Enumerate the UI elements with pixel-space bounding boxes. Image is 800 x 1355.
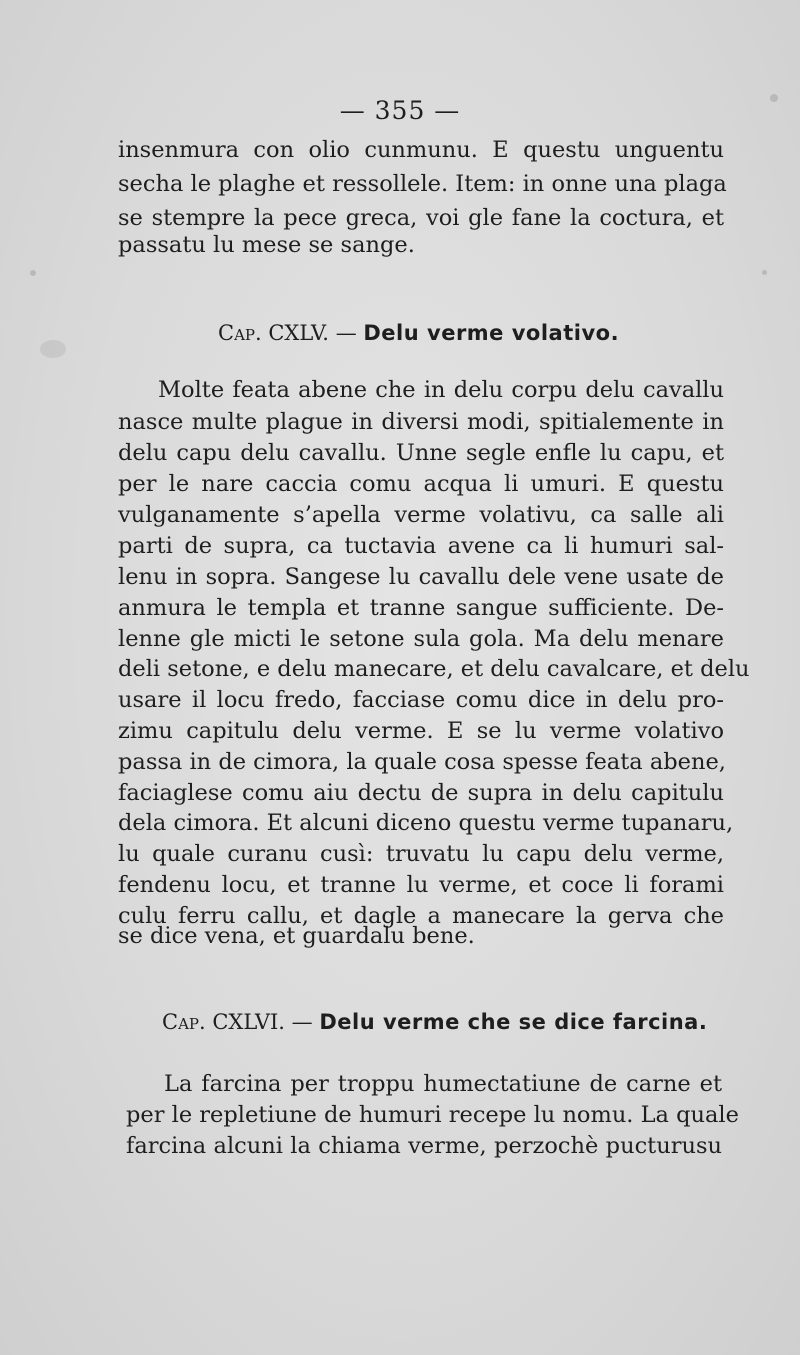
text-line: faciaglese comu aiu dectu de supra in delu capitulu — [118, 780, 724, 806]
text-line: deli setone, e delu manecare, et delu cavalcare, et delu — [118, 656, 750, 682]
paper-speck — [40, 340, 66, 358]
text-line: culu ferru callu, et dagle a manecare la gerva che — [118, 903, 724, 929]
text-line: passatu lu mese se sange. — [118, 232, 415, 258]
text-line: se stempre la pece greca, voi gle fane la coctura, et — [118, 205, 724, 231]
text-line: lenne gle micti le setone sula gola. Ma delu menare — [118, 626, 724, 652]
text-line: zimu capitulu delu verme. E se lu verme volativo — [118, 718, 724, 744]
text-line: Molte feata abene che in delu corpu delu cavallu — [158, 377, 724, 403]
heading-dash: — — [335, 321, 357, 345]
chapter-title: Delu verme volativo. — [363, 321, 620, 345]
text-line: vulganamente s’apella verme volativu, ca salle ali — [118, 502, 724, 528]
chapter-number: Cap. CXLVI. — [162, 1010, 285, 1034]
text-line: secha le plaghe et ressollele. Item: in onne una plaga — [118, 171, 727, 197]
text-line: parti de supra, ca tuctavia avene ca li humuri sal- — [118, 533, 724, 559]
text-line: insenmura con olio cunmunu. E questu unguentu — [118, 137, 724, 163]
heading-dash: — — [291, 1010, 313, 1034]
text-line: lu quale curanu cusì: truvatu lu capu delu verme, — [118, 841, 724, 867]
paper-speck — [30, 270, 36, 276]
text-line: delu capu delu cavallu. Unne segle enfle lu capu, et — [118, 440, 724, 466]
text-line: se dice vena, et guardalu bene. — [118, 923, 475, 949]
text-line: La farcina per troppu humectatiune de carne et — [164, 1071, 722, 1097]
page-number: — 355 — — [339, 96, 461, 125]
text-line: fendenu locu, et tranne lu verme, et coce li forami — [118, 872, 724, 898]
chapter-number: Cap. CXLV. — [218, 321, 329, 345]
chapter-heading — [218, 318, 619, 348]
text-line: farcina alcuni la chiama verme, perzochè pucturusu — [126, 1133, 722, 1159]
text-line: usare il locu fredo, facciase comu dice in delu pro- — [118, 687, 724, 713]
text-line: passa in de cimora, la quale cosa spesse feata abene, — [118, 749, 726, 775]
chapter-heading — [162, 1007, 707, 1037]
text-line: per le nare caccia comu acqua li umuri. E questu — [118, 471, 724, 497]
chapter-title: Delu verme che se dice farcina. — [319, 1010, 708, 1034]
text-line: nasce multe plague in diversi modi, spitialemente in — [118, 409, 724, 435]
text-line: per le repletiune de humuri recepe lu nomu. La quale — [126, 1102, 739, 1128]
text-line: lenu in sopra. Sangese lu cavallu dele vene usate de — [118, 564, 724, 590]
paper-speck — [770, 94, 778, 102]
paper-speck — [762, 270, 767, 275]
text-line: anmura le templa et tranne sangue sufficiente. De- — [118, 595, 724, 621]
text-line: dela cimora. Et alcuni diceno questu verme tupanaru, — [118, 810, 734, 836]
